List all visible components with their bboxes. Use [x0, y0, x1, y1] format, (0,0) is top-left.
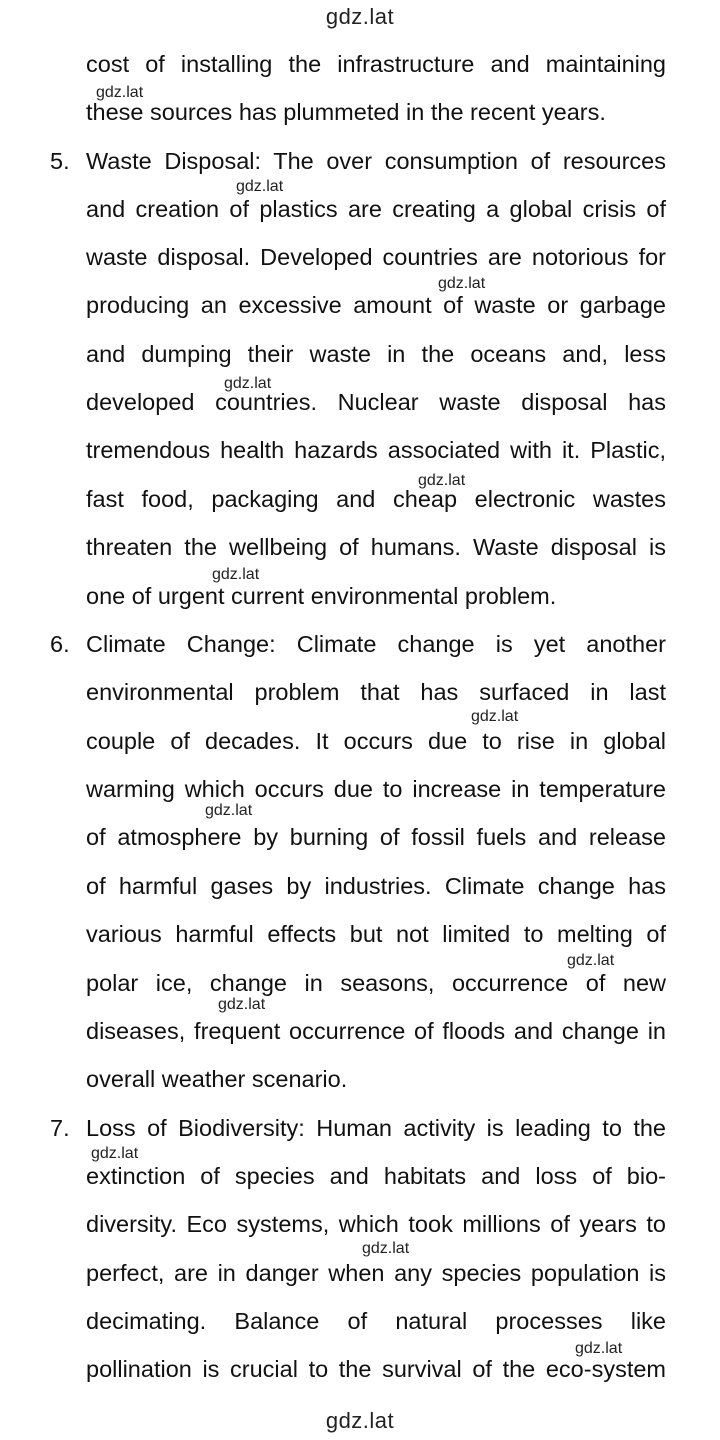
site-footer-label: gdz.lat: [325, 1408, 395, 1433]
list-number: 7.: [50, 1115, 70, 1141]
text-line: polar ice, change in seasons, occurrence of new: [86, 970, 666, 996]
watermark: gdz.lat: [362, 1240, 410, 1257]
watermark: gdz.lat: [212, 566, 260, 583]
text-line: diseases, frequent occurrence of floods and change in: [86, 1018, 666, 1044]
watermark: gdz.lat: [205, 802, 253, 819]
text-line: and creation of plastics are creating a global crisis of: [86, 196, 666, 222]
text-line: of atmosphere by burning of fossil fuels and release: [86, 824, 666, 850]
watermark: gdz.lat: [236, 178, 284, 195]
watermark: gdz.lat: [471, 708, 519, 725]
watermark: gdz.lat: [91, 1145, 139, 1162]
watermark: gdz.lat: [567, 952, 615, 969]
text-line: these sources has plummeted in the recent years.: [86, 99, 606, 125]
watermark: gdz.lat: [418, 472, 466, 489]
watermark: gdz.lat: [438, 275, 486, 292]
text-line: various harmful effects but not limited to melting of: [86, 921, 666, 947]
site-header-label: gdz.lat: [325, 4, 395, 29]
watermark: gdz.lat: [96, 84, 144, 101]
text-line: warming which occurs due to increase in temperature: [86, 776, 666, 802]
text-line: Climate Change: Climate change is yet another: [86, 631, 666, 657]
text-line: pollination is crucial to the survival of the eco-system: [86, 1356, 666, 1382]
watermark: gdz.lat: [218, 996, 266, 1013]
text-line: fast food, packaging and cheap electronic wastes: [86, 486, 666, 512]
text-line: decimating. Balance of natural processes like: [86, 1308, 666, 1334]
text-line: one of urgent current environmental problem.: [86, 583, 557, 609]
watermark: gdz.lat: [575, 1340, 623, 1357]
text-line: and dumping their waste in the oceans and, less: [86, 341, 666, 367]
text-line: cost of installing the infrastructure and maintaining: [86, 51, 666, 77]
list-number: 6.: [50, 631, 70, 657]
text-line: of harmful gases by industries. Climate change has: [86, 873, 666, 899]
text-line: environmental problem that has surfaced in last: [86, 679, 666, 705]
text-line: Loss of Biodiversity: Human activity is leading to the: [86, 1115, 666, 1141]
text-line: overall weather scenario.: [86, 1066, 348, 1092]
text-line: tremendous health hazards associated with it. Plastic,: [86, 437, 666, 463]
text-line: developed countries. Nuclear waste disposal has: [86, 389, 666, 415]
text-line: couple of decades. It occurs due to rise in global: [86, 728, 666, 754]
text-line: perfect, are in danger when any species population is: [86, 1260, 666, 1286]
text-line: producing an excessive amount of waste or garbage: [86, 292, 666, 318]
text-line: threaten the wellbeing of humans. Waste disposal is: [86, 534, 666, 560]
text-line: diversity. Eco systems, which took millions of years to: [86, 1211, 666, 1237]
text-line: extinction of species and habitats and loss of bio-: [86, 1163, 666, 1189]
watermark: gdz.lat: [224, 375, 272, 392]
text-line: waste disposal. Developed countries are notorious for: [86, 244, 666, 270]
list-number: 5.: [50, 148, 70, 174]
text-line: Waste Disposal: The over consumption of resources: [86, 148, 666, 174]
